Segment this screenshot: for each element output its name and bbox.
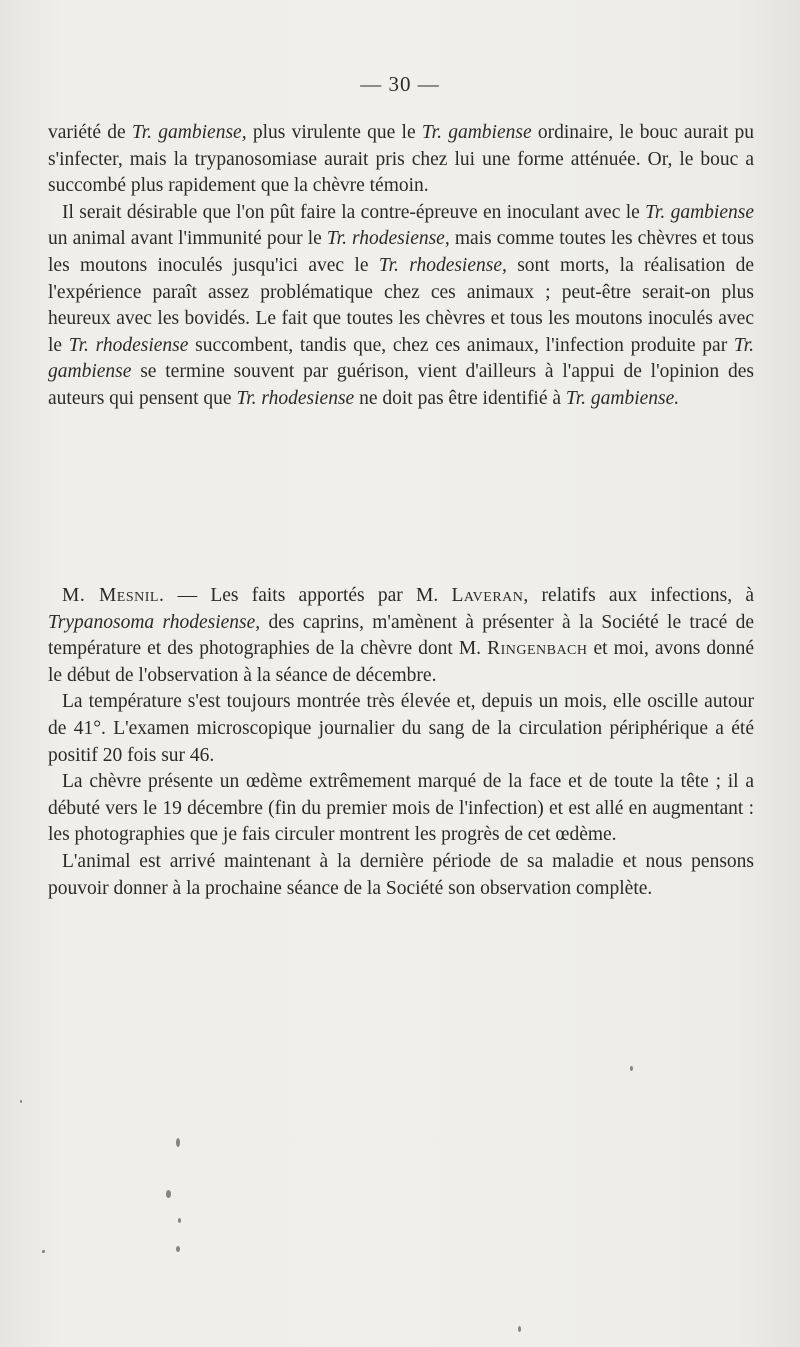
ink-speck	[630, 1066, 633, 1071]
ink-speck	[176, 1246, 180, 1252]
text-block-continuation	[48, 120, 754, 413]
ink-speck	[20, 1100, 22, 1103]
author-name: Ringenbach	[487, 638, 588, 660]
paragraph: Il serait désirable que l'on pût faire la contre-épreuve en inoculant avec le Tr. gambiense un animal avant l'immunité pour le Tr. rhodesiense, mais comme toutes les chèvres et tous les moutons inoculés jusqu'ici avec le Tr. rhodesiense, sont morts, la réalisation de l'expérience paraît assez problématique chez ces animaux ; peut-être serait-on plus heureux avec les bovidés. Le fait que toutes les chèvres et tous les moutons inoculés avec le Tr. rhodesiense succombent, tandis que, chez ces animaux, l'infection produite par Tr. gambiense se termine souvent par guérison, vient d'ailleurs à l'appui de l'opinion des auteurs qui pensent que Tr. rhodesiense ne doit pas être identifié à Tr. gambiense.	[48, 201, 755, 409]
ink-speck	[518, 1326, 521, 1332]
text-block-mesnil	[48, 583, 754, 902]
ink-speck	[166, 1190, 171, 1198]
paragraph: La température s'est toujours montrée très élevée et, depuis un mois, elle oscille autour de 41°. L'examen microscopique journalier du sang de la circulation périphérique a été positif 20 fois sur 46.	[48, 691, 754, 766]
ink-speck	[178, 1218, 181, 1223]
ink-speck	[176, 1138, 180, 1147]
paragraph: M. Mesnil. — Les faits apportés par M. Laveran, relatifs aux infections, à Trypanosoma rhodesiense, des caprins, m'amènent à présenter à la Société le tracé de température et des photographies de la chèvre dont M. Ringenbach et moi, avons donné le début de l'observation à la séance de décembre.	[48, 585, 754, 686]
paragraph: La chèvre présente un œdème extrêmement marqué de la face et de toute la tête ; il a débuté vers le 19 décembre (fin du premier mois de l'infection) et est allé en augmentant : les photographies que je fais circuler montrent les progrès de cet œdème.	[48, 771, 754, 846]
paragraph: L'animal est arrivé maintenant à la dernière période de sa maladie et nous pensons pouvoir donner à la prochaine séance de la Société son observation complète.	[48, 850, 754, 899]
ink-speck	[42, 1250, 45, 1253]
page-number: — 30 —	[360, 72, 440, 96]
paragraph: variété de Tr. gambiense, plus virulente que le Tr. gambiense ordinaire, le bouc aurait pu s'infecter, mais la trypanosomiase aurait pris chez lui une forme atténuée. Or, le bouc a succombé plus rapidement que la chèvre témoin.	[48, 122, 755, 197]
author-name: Laveran	[451, 585, 524, 606]
author-name: M. Mesnil.	[62, 585, 165, 606]
